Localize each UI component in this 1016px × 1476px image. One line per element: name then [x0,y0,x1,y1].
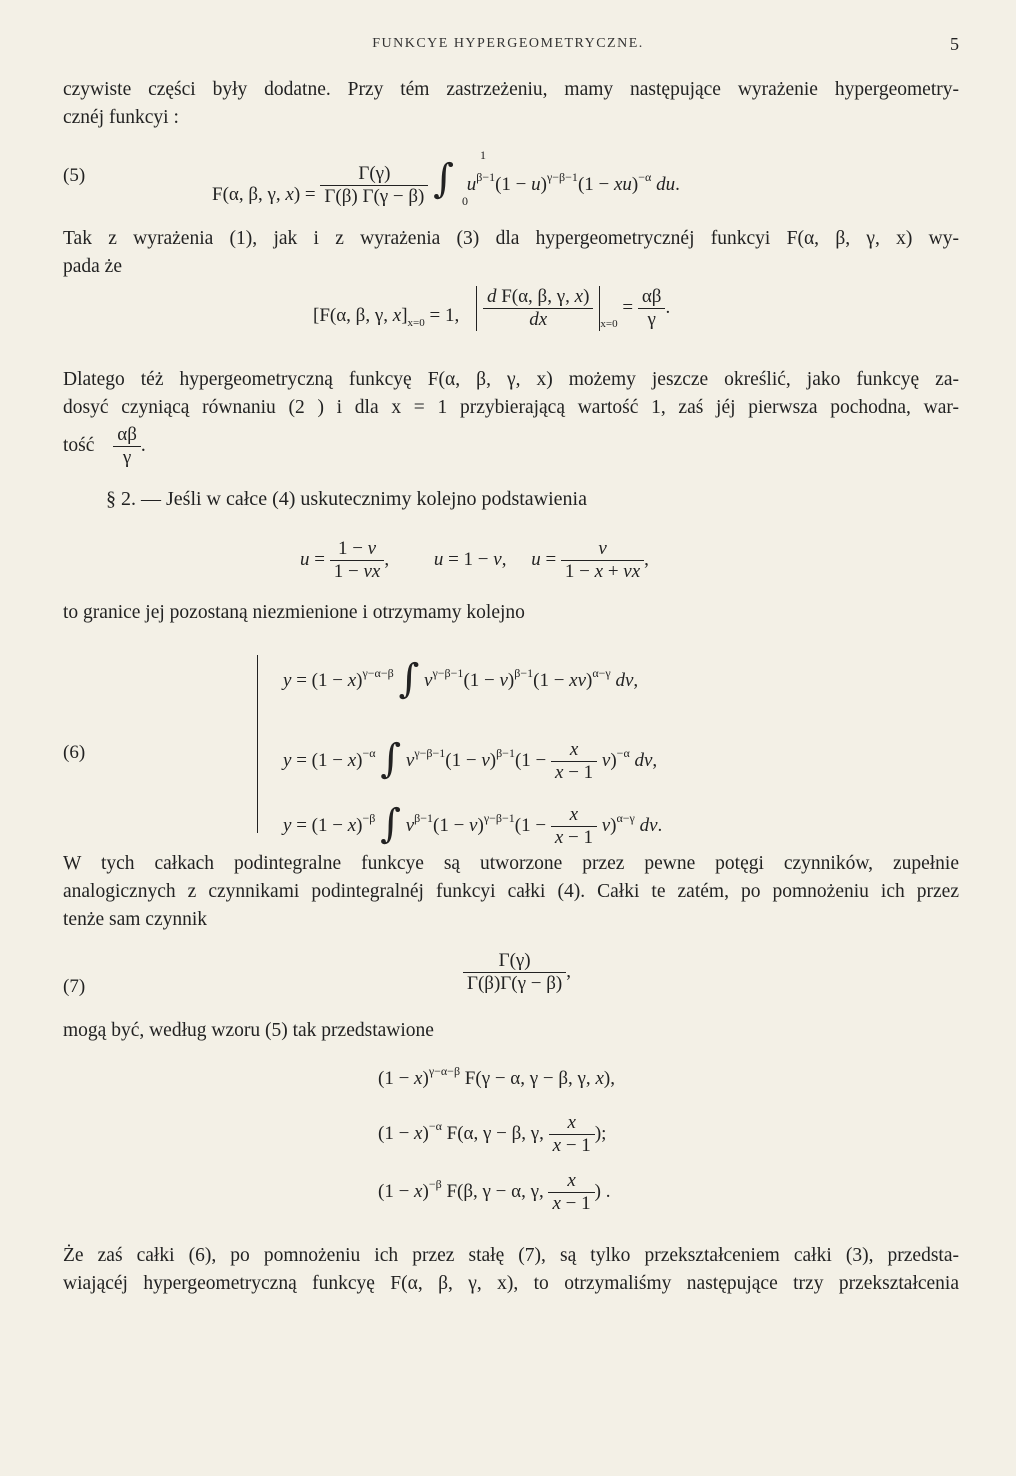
section-2-heading: § 2. — Jeśli w całce (4) uskutecznimy kolejno podstawienia [106,488,587,510]
paragraph-7 [63,1242,959,1298]
text-line: wiającéj hypergeometryczną funkcyę F(α, β, γ, x), to otrzymaliśmy następujące trzy przekształcenia [63,1273,959,1294]
equation-6-line-3: $y = (1 - x)^{-\beta}$ ∫ $v^{\beta-1}(1 - v)^{\gamma-\beta-1}(1$ − $\frac{x}{x - 1}$ v)$^{\alpha-\gamma}$ dv. [283,801,663,849]
boundary-conditions: [F(α, β, γ, $x]_{x=0} = 1$, $\frac{\text{d F(α, β, γ, x)}}{dx}$ $_{x=0}$ = $\frac{\alpha\beta}{\gamma}$ . [313,286,671,330]
equation-7: $\frac{\Gamma(\gamma)}{\Gamma(\beta)\Gamma(\gamma - \beta)}$ , [463,950,571,995]
text-line: Tak z wyrażenia (1), jak i z wyrażenia (3) dla hypergeometrycznéj funkcyi F(α, β, γ, x) wy- [63,228,959,249]
paragraph-1 [63,76,959,132]
text-line: czywiste części były dodatne. Przy tém zastrzeżeniu, mamy następujące wyrażenie hypergeometry- [63,79,959,100]
text-line: analogicznych z czynnikami podintegralnéj funkcyi całki (4). Całki te zatém, po pomnożeniu ich przez [63,881,959,902]
text-line: Dlatego téż hypergeometryczną funkcyę F(α, β, γ, x) możemy jeszcze określić, jako funkcyę za- [63,369,959,390]
equation-6-line-1: $y = (1 - x)^{\gamma-\alpha-\beta}$ ∫ $v^{\gamma-\beta-1}(1 - v)^{\beta-1}(1 - xv)^{\alpha-\gamma}$ dv, [283,656,639,702]
text-line: pada że [63,256,122,277]
text-line: W tych całkach podintegralne funkcye są utworzone przez pewne potęgi czynników, zupełnie [63,853,959,874]
transform-2: $(1 - x)^{-\alpha}$ F(α, γ − β, γ, $\frac{x}{x - 1}$ ); [378,1112,607,1156]
text-line: tość $\frac{\alpha\beta}{\gamma}$ . [63,424,146,468]
text-line: cznéj funkcyi : [63,107,179,128]
equation-6-line-2: $y = (1 - x)^{-\alpha}$ ∫ $v^{\gamma-\beta-1}(1 - v)^{\beta-1}(1$ − $\frac{x}{x - 1}$ v)$^{-\alpha}$ dv, [283,736,658,784]
text-line: dosyć czyniącą równaniu (2 ) i dla x = 1 przybierającą wartość 1, zaś jéj pierwsza pochodna, war- [63,397,959,418]
paragraph-2 [63,225,959,281]
equation-6-label: (6) [63,742,86,763]
text-line: Że zaś całki (6), po pomnożeniu ich przez stałę (7), są tylko przekształceniem całki (3), przedsta- [63,1245,959,1266]
text-line: tenże sam czynnik [63,909,208,930]
equation-7-label: (7) [63,976,86,997]
text-fragment: tość [63,434,95,456]
paragraph-4: to granice jej pozostaną niezmienione i otrzymamy kolejno [63,602,525,623]
equation-5-label: (5) [63,165,86,186]
paragraph-3 [63,366,959,422]
equation-5: F(α, β, γ, x) = $\frac{\Gamma(\gamma)}{\Gamma(\beta) \Gamma(\gamma - \beta)}$ ∫ 1 0 $u^{\beta-1}(1 - u)^{\gamma-\beta-1}(1 - xu)^{-\alpha}$ du. [212,148,680,208]
left-brace [257,655,266,833]
substitutions: u = $\frac{1 - v}{1 - vx}$ , u = 1 − v, u = $\frac{v}{1 - x + vx}$ , [300,538,649,582]
running-header: FUNKCYE HYPERGEOMETRYCZNE. [372,36,644,51]
paragraph-5 [63,850,959,934]
paragraph-6: mogą być, według wzoru (5) tak przedstawione [63,1020,434,1041]
page-number: 5 [950,34,959,54]
transform-1: $(1 - x)^{\gamma-\alpha-\beta}$ F(γ − α, γ − β, γ, x), [378,1064,615,1089]
transform-3: $(1 - x)^{-\beta}$ F(β, γ − α, γ, $\frac{x}{x - 1}$ ) . [378,1170,611,1214]
